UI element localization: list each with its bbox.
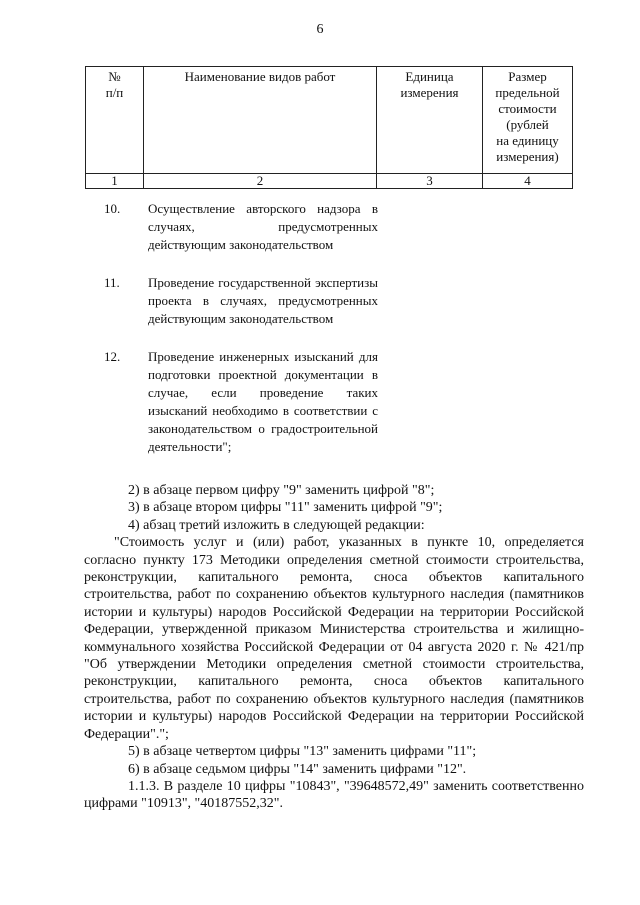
item-text: Проведение государственной экспертизы проекта в случаях, предусмотренных действующим законодательством (148, 275, 378, 326)
paragraph: 4) абзац третий изложить в следующей редакции: (128, 517, 425, 533)
header-cell-number (86, 67, 144, 174)
header-cell-unit (377, 67, 483, 174)
header-cell-max-cost (483, 67, 573, 174)
item-number: 11. (104, 275, 120, 290)
column-number: 3 (377, 174, 483, 189)
header-text: Наименование видов работ (184, 69, 336, 84)
item-number: 12. (104, 349, 121, 364)
table-header-row (86, 67, 573, 174)
header-text: № п/п (105, 69, 124, 100)
column-number: 1 (86, 174, 144, 189)
page-number: 6 (316, 22, 324, 37)
table-items (104, 200, 404, 476)
header-cell-work-type (144, 67, 377, 174)
item-number: 10. (104, 201, 121, 216)
paragraph: 3) в абзаце втором цифры "11" заменить цифрой "9"; (128, 500, 443, 516)
table-item (104, 274, 404, 328)
table-item (104, 348, 404, 456)
paragraph: 5) в абзаце четвертом цифры "13" заменить цифрами "11"; (128, 744, 477, 760)
header-text: Размер предельной стоимости (рублей на единицу измерения) (495, 69, 560, 164)
item-text: Осуществление авторского надзора в случаях, предусмотренных действующим законодательством (148, 201, 378, 252)
paragraph: 1.1.3. В разделе 10 цифры "10843", "39648572,49" заменить соответственно цифрами "10913", "40187552,32". (84, 778, 584, 812)
header-text: Единица измерения (400, 69, 459, 100)
amendment-text (84, 482, 584, 813)
column-number: 4 (483, 174, 573, 189)
item-text: Проведение инженерных изысканий для подготовки проектной документации в случае, если проведение таких изысканий необходимо в соответствии с законодательством о градостроительной деятельности"; (148, 349, 378, 454)
quoted-paragraph: "Стоимость услуг и (или) работ, указанных в пункте 10, определяется согласно пункту 173 Методики определения сметной стоимости строительства, реконструкции, капитального ремонта, сноса объектов капитального строительства, работ по сохранению объектов культурного наследия (памятников истории и культуры) народов Российской Федерации на территории Российской Федерации, утвержденной приказом Министерства строительства и жилищно-коммунального хозяйства Российской Федерации от 04 августа 2020 г. № 421/пр "Об утверждении Методики определения сметной стоимости строительства, реконструкции, капитального ремонта, сноса объектов капитального строительства, работ по сохранению объектов культурного наследия (памятников истории и культуры) народов Российской Федерации на территории Российской Федерации"."; (84, 535, 584, 742)
table-item (104, 200, 404, 254)
cost-table-header (85, 66, 573, 189)
column-number: 2 (144, 174, 377, 189)
table-column-numbers-row (86, 174, 573, 189)
paragraph: 2) в абзаце первом цифру "9" заменить цифрой "8"; (128, 483, 435, 498)
paragraph: 6) в абзаце седьмом цифры "14" заменить цифрами "12". (128, 761, 467, 777)
